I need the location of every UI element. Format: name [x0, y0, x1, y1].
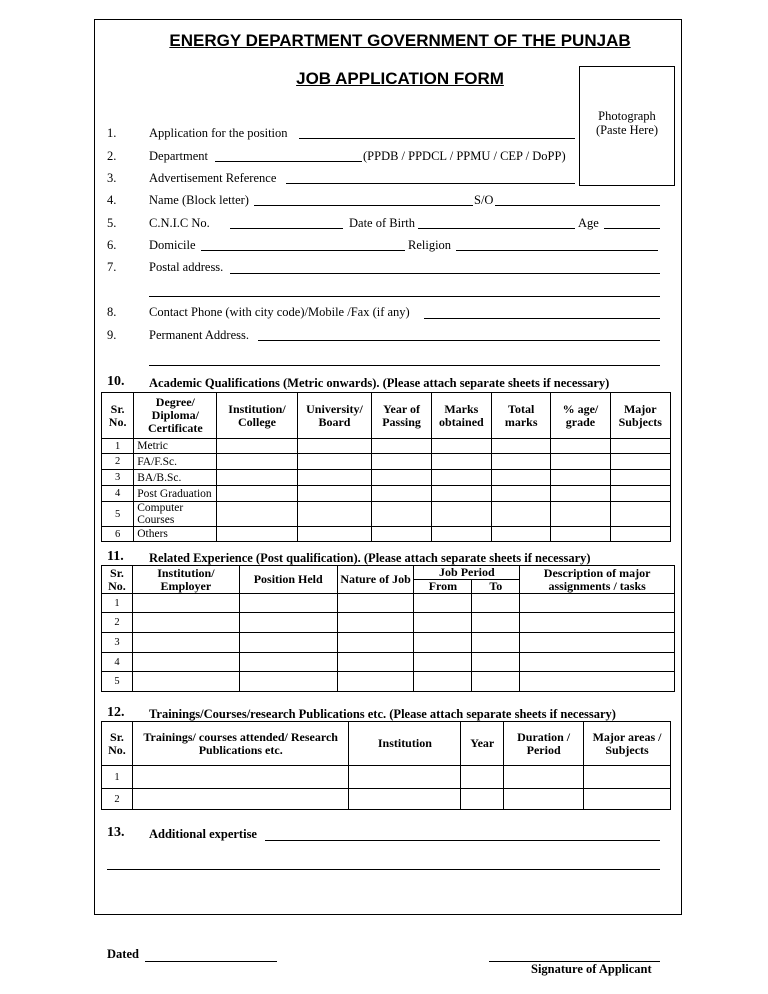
- contact-label: Contact Phone (with city code)/Mobile /Fax (if any): [149, 305, 410, 319]
- input-cell[interactable]: [551, 502, 610, 527]
- input-cell[interactable]: [132, 653, 239, 672]
- input-cell[interactable]: [337, 633, 414, 653]
- col-sr: Sr. No.: [102, 566, 133, 594]
- input-cell[interactable]: [337, 594, 414, 613]
- academic-title: Academic Qualifications (Metric onwards). (Please attach separate sheets if necessary): [149, 376, 610, 390]
- form-title: JOB APPLICATION FORM: [296, 69, 504, 88]
- col-institution: Institution/ College: [217, 393, 297, 439]
- additional-expertise-field-line2[interactable]: [107, 869, 660, 870]
- col-sr: Sr. No.: [102, 393, 134, 439]
- sr-cell: 1: [102, 594, 133, 613]
- sr-cell: 3: [102, 470, 134, 486]
- domicile-label: Domicile: [149, 238, 196, 252]
- permanent-address-field-line2[interactable]: [149, 365, 660, 366]
- sr-cell: 2: [102, 613, 133, 633]
- field-number: 3.: [107, 171, 117, 185]
- input-cell[interactable]: [520, 672, 675, 692]
- col-from: From: [414, 580, 472, 594]
- input-cell[interactable]: [584, 789, 671, 810]
- domicile-field[interactable]: [201, 250, 405, 251]
- input-cell[interactable]: [461, 789, 504, 810]
- experience-title: Related Experience (Post qualification). (Please attach separate sheets if necessary): [149, 551, 591, 565]
- input-cell[interactable]: [297, 486, 372, 502]
- col-year: Year of Passing: [372, 393, 431, 439]
- contact-field[interactable]: [424, 318, 660, 319]
- trainings-table: [101, 721, 671, 810]
- input-cell[interactable]: [492, 454, 551, 470]
- col-total-marks: Total marks: [492, 393, 551, 439]
- department-field[interactable]: [215, 161, 362, 162]
- so-label: S/O: [474, 193, 494, 207]
- col-institution: Institution: [349, 722, 461, 766]
- dob-label: Date of Birth: [349, 216, 415, 230]
- sr-cell: 1: [102, 439, 134, 454]
- age-field[interactable]: [604, 228, 660, 229]
- input-cell[interactable]: [431, 502, 491, 527]
- photo-hint: (Paste Here): [595, 123, 659, 137]
- ad-reference-field[interactable]: [286, 183, 575, 184]
- input-cell[interactable]: [132, 672, 239, 692]
- department-options: (PPDB / PPDCL / PPMU / CEP / DoPP): [363, 149, 566, 163]
- table-row: [102, 633, 675, 653]
- section-number: 13.: [107, 825, 125, 840]
- input-cell[interactable]: [610, 439, 670, 454]
- input-cell[interactable]: [610, 486, 670, 502]
- table-row: [102, 594, 675, 613]
- sr-cell: 5: [102, 672, 133, 692]
- col-university: University/ Board: [297, 393, 372, 439]
- input-cell[interactable]: [472, 653, 520, 672]
- input-cell[interactable]: [431, 439, 491, 454]
- sr-cell: 6: [102, 527, 134, 542]
- input-cell[interactable]: [472, 613, 520, 633]
- col-nature: Nature of Job: [337, 566, 414, 594]
- input-cell[interactable]: [337, 672, 414, 692]
- postal-address-label: Postal address.: [149, 260, 224, 274]
- col-major-subjects: Major Subjects: [610, 393, 670, 439]
- permanent-address-label: Permanent Address.: [149, 328, 249, 342]
- input-cell[interactable]: [492, 439, 551, 454]
- input-cell[interactable]: [372, 470, 431, 486]
- section-number: 12.: [107, 705, 125, 720]
- input-cell[interactable]: [132, 613, 239, 633]
- input-cell[interactable]: [217, 527, 297, 542]
- input-cell[interactable]: [472, 672, 520, 692]
- degree-cell: Others: [134, 527, 217, 542]
- col-marks-obtained: Marks obtained: [431, 393, 491, 439]
- input-cell[interactable]: [132, 594, 239, 613]
- department-label: Department: [149, 149, 209, 163]
- input-cell[interactable]: [372, 502, 431, 527]
- additional-expertise-label: Additional expertise: [149, 827, 257, 841]
- table-row: [102, 502, 671, 527]
- input-cell[interactable]: [431, 454, 491, 470]
- input-cell[interactable]: [551, 470, 610, 486]
- degree-cell: FA/F.Sc.: [134, 454, 217, 470]
- sr-cell: 1: [102, 766, 133, 789]
- input-cell[interactable]: [472, 594, 520, 613]
- field-number: 9.: [107, 328, 117, 342]
- input-cell[interactable]: [217, 486, 297, 502]
- postal-address-field-line2[interactable]: [149, 296, 660, 297]
- field-number: 1.: [107, 126, 117, 140]
- input-cell[interactable]: [297, 439, 372, 454]
- input-cell[interactable]: [610, 502, 670, 527]
- field-number: 2.: [107, 149, 117, 163]
- input-cell[interactable]: [132, 789, 349, 810]
- cnic-label: C.N.I.C No.: [149, 216, 210, 230]
- col-position: Position Held: [239, 566, 337, 594]
- col-trainings: Trainings/ courses attended/ Research Publications etc.: [132, 722, 349, 766]
- col-job-period: Job Period: [414, 566, 520, 580]
- input-cell[interactable]: [239, 672, 337, 692]
- table-row: [102, 439, 671, 454]
- photograph-box[interactable]: [579, 66, 675, 186]
- input-cell[interactable]: [414, 633, 472, 653]
- sr-cell: 2: [102, 454, 134, 470]
- age-label: Age: [578, 216, 599, 230]
- input-cell[interactable]: [297, 502, 372, 527]
- position-field[interactable]: [299, 138, 575, 139]
- table-row: [102, 653, 675, 672]
- degree-cell: Computer Courses: [134, 502, 217, 527]
- input-cell[interactable]: [132, 766, 349, 789]
- input-cell[interactable]: [217, 454, 297, 470]
- col-degree: Degree/ Diploma/ Certificate: [134, 393, 217, 439]
- input-cell[interactable]: [551, 486, 610, 502]
- input-cell[interactable]: [372, 439, 431, 454]
- input-cell[interactable]: [372, 454, 431, 470]
- input-cell[interactable]: [414, 653, 472, 672]
- input-cell[interactable]: [504, 766, 584, 789]
- sr-cell: 3: [102, 633, 133, 653]
- degree-cell: Metric: [134, 439, 217, 454]
- ad-reference-label: Advertisement Reference: [149, 171, 277, 185]
- photo-label: Photograph: [598, 109, 656, 123]
- name-label: Name (Block letter): [149, 193, 249, 207]
- input-cell[interactable]: [297, 527, 372, 542]
- input-cell[interactable]: [239, 613, 337, 633]
- input-cell[interactable]: [297, 470, 372, 486]
- col-duration: Duration / Period: [504, 722, 584, 766]
- input-cell[interactable]: [520, 653, 675, 672]
- col-employer: Institution/ Employer: [132, 566, 239, 594]
- sr-cell: 4: [102, 653, 133, 672]
- col-grade: % age/ grade: [551, 393, 610, 439]
- field-number: 4.: [107, 193, 117, 207]
- cnic-field[interactable]: [230, 228, 343, 229]
- input-cell[interactable]: [239, 653, 337, 672]
- input-cell[interactable]: [584, 766, 671, 789]
- col-sr: Sr. No.: [102, 722, 133, 766]
- input-cell[interactable]: [414, 613, 472, 633]
- additional-expertise-field[interactable]: [265, 840, 660, 841]
- postal-address-field[interactable]: [230, 273, 660, 274]
- degree-cell: Post Graduation: [134, 486, 217, 502]
- col-major-areas: Major areas / Subjects: [584, 722, 671, 766]
- table-row: [102, 789, 671, 810]
- table-row: [102, 613, 675, 633]
- input-cell[interactable]: [492, 486, 551, 502]
- so-field[interactable]: [495, 205, 660, 206]
- field-number: 6.: [107, 238, 117, 252]
- input-cell[interactable]: [610, 527, 670, 542]
- date-field[interactable]: [145, 961, 277, 962]
- experience-table: [101, 565, 675, 692]
- input-cell[interactable]: [504, 789, 584, 810]
- input-cell[interactable]: [431, 486, 491, 502]
- col-description: Description of major assignments / tasks: [520, 566, 675, 594]
- degree-cell: BA/B.Sc.: [134, 470, 217, 486]
- sr-cell: 4: [102, 486, 134, 502]
- input-cell[interactable]: [551, 454, 610, 470]
- field-number: 7.: [107, 260, 117, 274]
- table-row: [102, 766, 671, 789]
- input-cell[interactable]: [372, 486, 431, 502]
- input-cell[interactable]: [217, 470, 297, 486]
- signature-label: Signature of Applicant: [531, 962, 652, 976]
- input-cell[interactable]: [492, 470, 551, 486]
- input-cell[interactable]: [217, 439, 297, 454]
- input-cell[interactable]: [461, 766, 504, 789]
- dob-field[interactable]: [418, 228, 575, 229]
- permanent-address-field[interactable]: [258, 340, 660, 341]
- input-cell[interactable]: [414, 672, 472, 692]
- trainings-title: Trainings/Courses/research Publications etc. (Please attach separate sheets if necessary): [149, 707, 616, 721]
- table-row: [102, 486, 671, 502]
- input-cell[interactable]: [492, 502, 551, 527]
- input-cell[interactable]: [337, 653, 414, 672]
- col-year: Year: [461, 722, 504, 766]
- input-cell[interactable]: [217, 502, 297, 527]
- section-number: 11.: [107, 549, 124, 564]
- input-cell[interactable]: [239, 594, 337, 613]
- input-cell[interactable]: [132, 633, 239, 653]
- sr-cell: 2: [102, 789, 133, 810]
- input-cell[interactable]: [337, 613, 414, 633]
- field-number: 8.: [107, 305, 117, 319]
- position-label: Application for the position: [149, 126, 288, 140]
- religion-label: Religion: [408, 238, 452, 252]
- input-cell[interactable]: [431, 527, 491, 542]
- input-cell[interactable]: [551, 527, 610, 542]
- input-cell[interactable]: [492, 527, 551, 542]
- col-to: To: [472, 580, 520, 594]
- name-field[interactable]: [254, 205, 473, 206]
- input-cell[interactable]: [431, 470, 491, 486]
- input-cell[interactable]: [520, 613, 675, 633]
- input-cell[interactable]: [520, 594, 675, 613]
- input-cell[interactable]: [520, 633, 675, 653]
- input-cell[interactable]: [349, 789, 461, 810]
- field-number: 5.: [107, 216, 117, 230]
- table-row: [102, 470, 671, 486]
- section-number: 10.: [107, 374, 125, 389]
- input-cell[interactable]: [414, 594, 472, 613]
- input-cell[interactable]: [551, 439, 610, 454]
- input-cell[interactable]: [472, 633, 520, 653]
- sr-cell: 5: [102, 502, 134, 527]
- table-row: [102, 672, 675, 692]
- input-cell[interactable]: [372, 527, 431, 542]
- input-cell[interactable]: [349, 766, 461, 789]
- input-cell[interactable]: [610, 454, 670, 470]
- academic-table: [101, 392, 671, 542]
- table-row: [102, 454, 671, 470]
- religion-field[interactable]: [456, 250, 658, 251]
- input-cell[interactable]: [297, 454, 372, 470]
- table-row: [102, 527, 671, 542]
- input-cell[interactable]: [610, 470, 670, 486]
- department-title: ENERGY DEPARTMENT GOVERNMENT OF THE PUNJAB: [169, 31, 631, 50]
- input-cell[interactable]: [239, 633, 337, 653]
- dated-label: Dated: [107, 947, 139, 961]
